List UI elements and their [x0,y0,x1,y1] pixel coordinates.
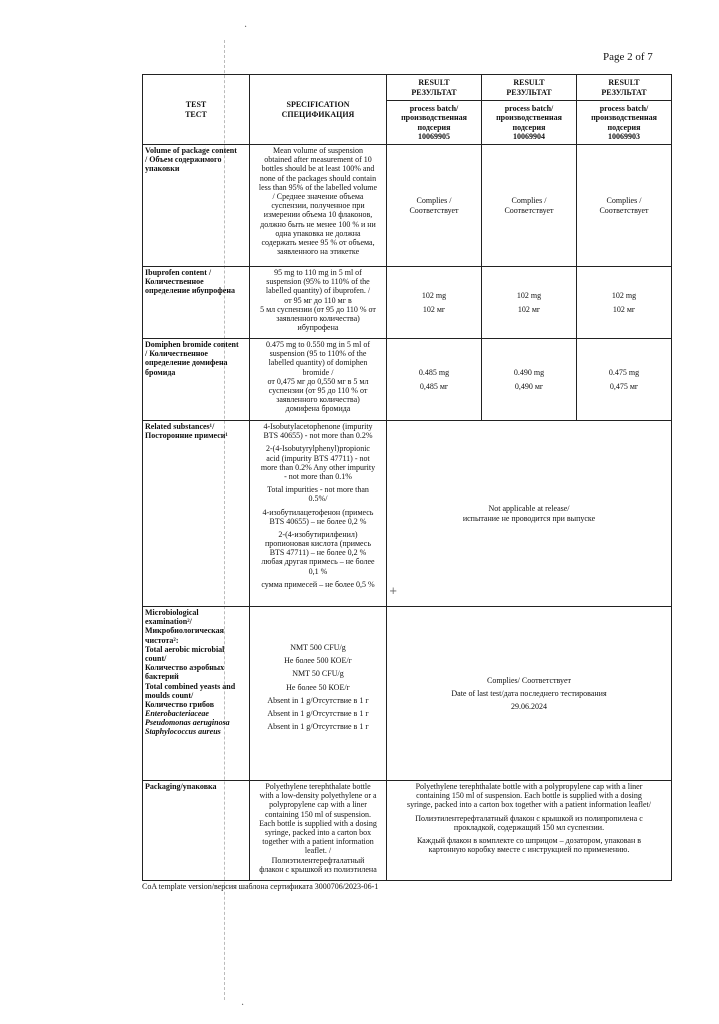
ibuprofen-spec: 95 mg to 110 mg in 5 ml of suspension (95% to 110% of the labelled quantity) of ibuprofen. / от 95 мг до 110 мг в 5 мл суспензии (от 95 до 110 % от заявленного количества) ибупрофена [250,267,387,339]
template-version: CoA template version/версия шаблона сертификата 3000706/2023-06-1 [142,882,379,891]
ibuprofen-result-3: 102 mg 102 мг [577,267,672,339]
volume-spec: Mean volume of suspension obtained after measurement of 10 bottles should be at least 100% and none of the packages should contain less than 95% of the labelled volume / Среднее значение объема суспензии, полученное при измерении объема 10 флаконов, должно быть не менее 100 % и ни одна упаковка не должна содержать менее 95 % от объема, заявленного на этикетке [250,145,387,267]
volume-test: Volume of package content / Объем содержимого упаковки [143,145,250,267]
certificate-table [142,74,672,881]
header-result-2: RESULT РЕЗУЛЬТАТ [482,75,577,101]
domiphen-test: Domiphen bromide content / Количественное определение домифена бромида [143,339,250,421]
row-related [143,421,672,607]
row-ibuprofen [143,267,672,339]
micro-test: Microbiological examination²/ Микробиологическая чистота²: Total aerobic microbial count/ Количество аэробных бактерий Total combined yeasts and moulds count/ Количество грибов Enterobacteriaceae Pseudomonas aeruginosa Staphylococcus aureus [143,607,250,781]
header-row-result [143,75,672,101]
scan-speck: · [241,1000,245,1011]
row-packaging [143,781,672,881]
batch-header-1: process batch/ производственная подсерия 10069905 [387,101,482,145]
packaging-test: Packaging/упаковка [143,781,250,881]
ibuprofen-result-2: 102 mg 102 мг [482,267,577,339]
packaging-result: Polyethylene terephthalate bottle with a polypropylene cap with a liner containing 150 ml of suspension. Each bottle is supplied with a dosing syringe, packed into a carton box together with a patient information leaflet/ Полиэтилентерефталатный флакон с крышкой из полипропилена с прокладкой, содержащий 150 мл суспензии. Каждый флакон в комплекте со шприцом – дозатором, упакован в картонную коробку вместе с инструкцией по применению. [387,781,672,881]
organism-pseudomonas: Pseudomonas aeruginosa [145,718,230,728]
related-result: Not applicable at release/ испытание не проводится при выпуске [387,421,672,607]
volume-result-1: Complies / Соответствует [387,145,482,267]
scan-speck: · [244,22,248,33]
volume-result-3: Complies / Соответствует [577,145,672,267]
domiphen-result-2: 0.490 mg 0,490 мг [482,339,577,421]
packaging-spec: Polyethylene terephthalate bottle with a low-density polyethylene or a polypropylene cap with a liner containing 150 ml of suspension. Each bottle is supplied with a dosing syringe, packed into a carton box together with a patient information leaflet. / Полиэтилентерефталатный флакон с крышкой из полиэтилена [250,781,387,881]
domiphen-spec: 0.475 mg to 0.550 mg in 5 ml of suspension (95 to 110% of the labelled quantity) of domiphen bromide / от 0,475 мг до 0,550 мг в 5 мл суспензии (от 95 до 110 % от заявленного количества) домифена бромида [250,339,387,421]
page-number: Page 2 of 7 [603,51,653,63]
row-volume [143,145,672,267]
organism-staphylococcus: Staphylococcus aureus [145,727,221,737]
header-specification: SPECIFICATION СПЕЦИФИКАЦИЯ [250,75,387,145]
related-spec: 4-Isobutylacetophenone (impurity BTS 40655) - not more than 0.2% 2-(4-Isobutyrylphenyl)propionic acid (impurity BTS 47711) - not more than 0.2% Any other impurity - not more than 0.1% Total impurities - not more than 0.5%/ 4-изобутилацетофенон (примесь BTS 40655) – не более 0,2 % 2-(4-изобутирилфенил) пропионовая кислота (примесь BTS 47711) – не более 0,2 % любая другая примесь – не более 0,1 % сумма примесей – не более 0,5 % [250,421,387,607]
volume-result-2: Complies / Соответствует [482,145,577,267]
batch-header-3: process batch/ производственная подсерия 10069903 [577,101,672,145]
batch-header-2: process batch/ производственная подсерия 10069904 [482,101,577,145]
ibuprofen-result-1: 102 mg 102 мг [387,267,482,339]
row-micro [143,607,672,781]
micro-result: Complies/ Соответствует Date of last test/дата последнего тестирования 29.06.2024 [387,607,672,781]
scan-speck: + [389,586,398,597]
related-test: Related substances¹/ Посторонние примеси¹ [143,421,250,607]
domiphen-result-3: 0.475 mg 0,475 мг [577,339,672,421]
row-domiphen [143,339,672,421]
header-result-3: RESULT РЕЗУЛЬТАТ [577,75,672,101]
domiphen-result-1: 0.485 mg 0,485 мг [387,339,482,421]
organism-enterobacteriaceae: Enterobacteriaceae [145,709,209,719]
header-result-1: RESULT РЕЗУЛЬТАТ [387,75,482,101]
header-test: TEST ТЕСТ [143,75,250,145]
ibuprofen-test: Ibuprofen content / Количественное определение ибупрофена [143,267,250,339]
micro-spec: NMT 500 CFU/g Не более 500 КОЕ/г NMT 50 CFU/g Не более 50 КОЕ/г Absent in 1 g/Отсутствие в 1 г Absent in 1 g/Отсутствие в 1 г Absent in 1 g/Отсутствие в 1 г [250,607,387,781]
